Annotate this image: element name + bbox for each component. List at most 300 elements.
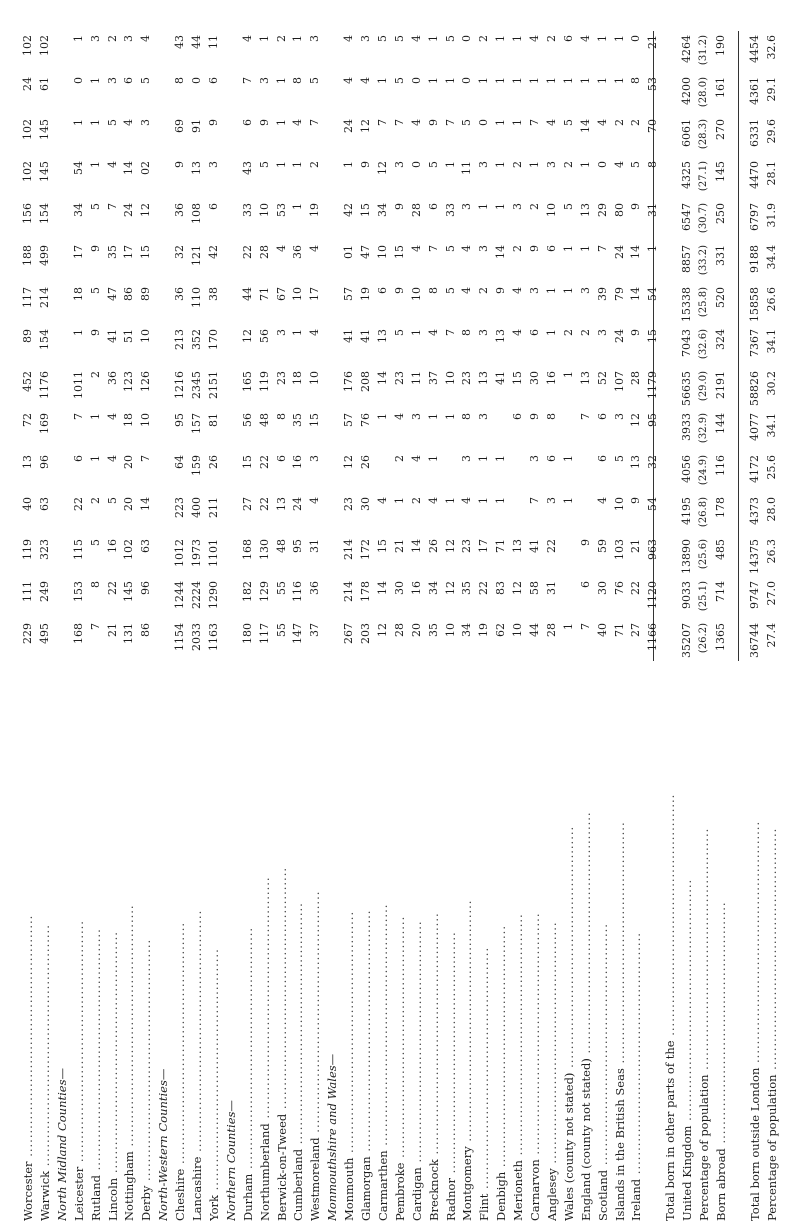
table-cell: 13 (578, 203, 592, 217)
table-cell: 1 (477, 497, 491, 504)
table-cell: 145 (37, 119, 51, 140)
table-cell: 33 (443, 203, 457, 217)
table-cell: 5 (561, 203, 575, 210)
table-cell: 79 (612, 287, 626, 301)
region-label: Nottingham ..... (121, 661, 137, 1221)
table-cell: 323 (37, 539, 51, 560)
table-cell: 1 (274, 161, 288, 168)
table-cell: 23 (274, 371, 288, 385)
table-cell: 147 (291, 623, 305, 644)
table-cell: 121 (190, 245, 203, 266)
table-cell: 4454 (747, 35, 761, 63)
table-cell: 70 (646, 119, 660, 133)
table-cell: 0 (460, 77, 474, 84)
table-cell: 44 (190, 35, 203, 49)
table-cell: 1 (494, 35, 508, 42)
table-cell: 34.1 (764, 329, 778, 354)
table-cell: 4056 (680, 455, 694, 483)
table-cell: 22 (257, 455, 271, 469)
table-cell: 8 (426, 287, 440, 294)
table-row (713, 31, 729, 1221)
table-cell: 154 (37, 329, 51, 350)
table-cell: 11 (460, 161, 474, 175)
table-cell: 24 (291, 497, 305, 511)
table-cell: 520 (713, 287, 727, 308)
table-cell: 3 (257, 77, 271, 84)
table-cell: 3 (612, 413, 626, 420)
table-cell: 7 (392, 119, 406, 126)
table-cell: 41 (342, 329, 356, 343)
table-row (459, 31, 475, 1221)
table-cell: 5 (392, 77, 406, 84)
table-row (426, 31, 442, 1221)
table-cell: 214 (342, 581, 356, 602)
table-cell: 1154 (173, 623, 187, 651)
table-cell: 36 (105, 371, 119, 385)
table-cell: 4 (308, 497, 322, 504)
table-row (290, 31, 306, 1221)
table-cell: 6797 (747, 203, 761, 231)
table-cell: 6 (595, 455, 609, 462)
table-row (544, 31, 560, 1221)
table-cell: 180 (240, 623, 254, 644)
table-row (240, 31, 256, 1221)
table-cell: 4 (359, 77, 372, 84)
table-cell: 37 (308, 623, 322, 637)
table-cell: 5 (443, 35, 457, 42)
table-cell: (27.1) (698, 161, 709, 192)
table-cell: 12 (240, 329, 254, 343)
table-cell: 27.0 (764, 581, 778, 606)
table-cell: 1 (274, 119, 288, 126)
region-label: Cardigan ..... (409, 661, 425, 1221)
table-rule (738, 31, 739, 661)
table-cell: 1 (612, 35, 626, 42)
table-cell: 14 (494, 245, 508, 259)
table-cell: 1 (291, 203, 305, 210)
table-cell: 1 (578, 77, 592, 84)
table-cell: 1011 (71, 371, 85, 399)
table-cell: 2 (511, 161, 525, 168)
table-cell: 4 (409, 455, 423, 462)
table-cell: 1 (578, 245, 592, 252)
table-cell: 211 (206, 497, 220, 518)
table-cell: 69 (173, 119, 187, 133)
table-cell: 9 (206, 119, 220, 126)
table-cell: 76 (612, 581, 626, 595)
table-cell: 208 (359, 371, 372, 392)
table-cell: 4 (595, 497, 609, 504)
table-cell: 4 (240, 35, 254, 42)
table-cell: 3 (139, 119, 153, 126)
table-cell: 02 (139, 161, 153, 175)
region-label: Durham ..... (240, 661, 256, 1221)
table-cell: 172 (359, 539, 372, 560)
table-cell: 130 (257, 539, 271, 560)
table-cell: 2191 (713, 371, 727, 399)
table-cell: 1 (375, 77, 389, 84)
table-cell: 15858 (747, 287, 761, 322)
table-cell: 3 (105, 77, 119, 84)
table-cell: 6 (274, 455, 288, 462)
table-cell: 161 (713, 77, 727, 98)
table-cell: 12 (629, 413, 643, 427)
table-cell: 1163 (206, 623, 220, 651)
table-cell: 86 (139, 623, 153, 637)
table-cell: 67 (274, 287, 288, 301)
table-cell: 15338 (680, 287, 694, 322)
table-cell: 2 (561, 329, 575, 336)
table-cell: 34.4 (764, 245, 778, 270)
table-cell: 1101 (206, 539, 220, 567)
table-cell: 2345 (190, 371, 203, 399)
table-cell: (26.8) (698, 497, 709, 528)
table-cell: 0 (460, 35, 474, 42)
table-cell: 47 (105, 287, 119, 301)
table-cell: 42 (206, 245, 220, 259)
table-cell: 23 (342, 497, 356, 511)
table-cell: 15 (392, 245, 406, 259)
table-cell: 4470 (747, 161, 761, 189)
table-cell: 6 (578, 581, 592, 588)
table-cell: 3 (308, 455, 322, 462)
table-row (764, 31, 780, 1221)
table-cell: 28.1 (764, 161, 778, 186)
table-cell: 18 (122, 413, 136, 427)
table-cell: 4 (342, 77, 356, 84)
table-cell: 14 (629, 287, 643, 301)
table-cell: 7 (308, 119, 322, 126)
table-cell: 33 (240, 203, 254, 217)
table-cell: 18 (291, 371, 305, 385)
table-cell: 2 (629, 119, 643, 126)
table-cell: 153 (71, 581, 85, 602)
table-row (20, 31, 36, 1221)
table-cell: 145 (713, 161, 727, 182)
table-row (105, 31, 121, 1221)
table-cell: 39 (595, 287, 609, 301)
table-cell: 13 (21, 455, 34, 469)
table-cell: 6331 (747, 119, 761, 147)
table-cell: 12 (375, 161, 389, 175)
table-cell: 7 (71, 413, 85, 420)
table-cell: 41 (494, 371, 508, 385)
table-cell: 36 (291, 245, 305, 259)
table-cell: 499 (37, 245, 51, 266)
table-cell: 126 (139, 371, 153, 392)
table-cell: 4 (105, 161, 119, 168)
table-cell: 35207 (680, 623, 694, 658)
table-cell: 6 (544, 455, 558, 462)
table-cell: 213 (173, 329, 187, 350)
table-cell: 4 (460, 497, 474, 504)
table-cell: 1 (544, 329, 558, 336)
table-cell: 5 (88, 203, 102, 210)
table-cell: 36 (308, 581, 322, 595)
table-cell: 4 (544, 119, 558, 126)
table-cell: 17 (71, 245, 85, 259)
table-cell: 32 (646, 455, 660, 469)
table-cell: 131 (122, 623, 136, 644)
table-cell: 5 (88, 287, 102, 294)
table-cell: 1 (426, 35, 440, 42)
table-cell: 6547 (680, 203, 694, 231)
table-cell: (32.6) (698, 329, 709, 360)
table-cell: 5 (88, 539, 102, 546)
table-cell: 4 (409, 119, 423, 126)
table-cell: 145 (37, 161, 51, 182)
table-cell: 4 (392, 413, 406, 420)
table-cell: 331 (713, 245, 727, 266)
table-cell: 28.0 (764, 497, 778, 522)
table-cell: 16 (291, 455, 305, 469)
region-label: Worcester ..... (20, 661, 36, 1221)
table-row (37, 31, 53, 1221)
table-cell: 63 (37, 497, 51, 511)
table-cell: 5 (392, 329, 406, 336)
table-row (527, 31, 543, 1221)
table-cell: 14375 (747, 539, 761, 574)
table-cell: 102 (21, 119, 34, 140)
region-label: Merioneth ..... (510, 661, 526, 1221)
table-cell: 3 (274, 329, 288, 336)
table-cell: 1 (561, 245, 575, 252)
table-cell: 1 (511, 35, 525, 42)
table-cell: 1 (477, 77, 491, 84)
table-cell: 32 (173, 245, 187, 259)
table-cell: 1 (392, 497, 406, 504)
table-cell: 9 (629, 497, 643, 504)
table-cell: 4 (511, 287, 525, 294)
region-group-heading: Northern Counties— (223, 1100, 238, 1221)
table-cell: 29.6 (764, 119, 778, 144)
table-cell: 7 (578, 413, 592, 420)
table-cell: 1 (291, 35, 305, 42)
table-cell: 3 (544, 161, 558, 168)
table-cell: 1 (494, 497, 508, 504)
table-cell: 6 (544, 245, 558, 252)
table-cell: 44 (528, 623, 541, 637)
table-cell: 16 (544, 371, 558, 385)
table-row (206, 31, 222, 1221)
table-cell: 20 (122, 497, 136, 511)
table-cell: 15 (375, 539, 389, 553)
table-cell: 6 (426, 203, 440, 210)
table-cell: 36 (173, 203, 187, 217)
table-cell: 9 (257, 119, 271, 126)
table-cell: 4 (274, 245, 288, 252)
table-cell: 28 (392, 623, 406, 637)
table-cell: 1 (561, 497, 575, 504)
table-cell: 24 (122, 203, 136, 217)
table-cell: 1 (561, 287, 575, 294)
birthplace-table (0, 31, 800, 1221)
table-row (510, 31, 526, 1221)
table-cell: 71 (257, 287, 271, 301)
table-cell: 5 (308, 77, 322, 84)
table-cell: 1 (426, 455, 440, 462)
table-cell: 41 (528, 539, 541, 553)
table-cell: 3 (511, 203, 525, 210)
table-cell: 71 (612, 623, 626, 637)
table-cell: 61 (37, 77, 51, 91)
table-cell: 0 (595, 161, 609, 168)
table-cell: (30.7) (698, 203, 709, 234)
table-cell: 53 (646, 77, 660, 91)
table-cell: 10 (443, 371, 457, 385)
table-cell: 22 (477, 581, 491, 595)
table-cell: 102 (21, 35, 34, 56)
table-cell: 3 (477, 245, 491, 252)
table-cell: 1 (443, 161, 457, 168)
table-cell: 13 (190, 161, 203, 175)
table-cell: 14 (375, 581, 389, 595)
table-cell: 1290 (206, 581, 220, 609)
table-cell: 21 (629, 539, 643, 553)
table-cell: 22 (240, 245, 254, 259)
table-cell: 170 (206, 329, 220, 350)
table-cell: 17 (122, 245, 136, 259)
table-cell: 6 (595, 413, 609, 420)
table-cell: 64 (173, 455, 187, 469)
table-cell: 31.9 (764, 203, 778, 228)
table-cell: 1 (494, 203, 508, 210)
table-cell: 10 (409, 287, 423, 301)
table-cell: 1 (494, 455, 508, 462)
table-cell: 7 (528, 119, 541, 126)
region-label: Lancashire ..... (189, 661, 205, 1221)
table-cell: 15 (308, 413, 322, 427)
table-cell: 2 (88, 371, 102, 378)
table-cell: 10 (511, 623, 525, 637)
table-cell: 116 (291, 581, 305, 602)
table-cell: 3 (528, 455, 541, 462)
table-cell: 14 (409, 539, 423, 553)
table-cell: 1 (71, 35, 85, 42)
table-cell: 1 (291, 161, 305, 168)
table-cell: 35 (460, 581, 474, 595)
table-row (71, 31, 87, 1221)
table-cell: 9 (528, 245, 541, 252)
table-cell: 3 (392, 161, 406, 168)
table-cell: 9747 (747, 581, 761, 609)
table-cell: 7367 (747, 329, 761, 357)
table-cell: 91 (190, 119, 203, 133)
table-cell: 267 (342, 623, 356, 644)
table-cell: 2 (274, 35, 288, 42)
table-cell: 4 (460, 245, 474, 252)
table-cell: 6 (528, 329, 541, 336)
table-cell: 5 (460, 119, 474, 126)
table-cell: 40 (595, 623, 609, 637)
table-cell: 1179 (646, 371, 660, 399)
table-row (612, 31, 628, 1221)
table-cell: 10 (257, 203, 271, 217)
table-cell: 116 (713, 455, 727, 476)
table-cell: 3 (122, 35, 136, 42)
region-label: Percentage of population ..... (764, 661, 780, 1221)
table-cell: 9 (629, 203, 643, 210)
table-cell: 4 (342, 35, 356, 42)
table-cell: 43 (173, 35, 187, 49)
table-row (88, 31, 104, 1221)
table-cell: 8 (173, 77, 187, 84)
table-cell: 9 (392, 203, 406, 210)
region-label: Northumberland ..... (257, 661, 273, 1221)
table-row (645, 31, 661, 1221)
table-cell: 4 (139, 35, 153, 42)
table-cell: 12 (375, 623, 389, 637)
table-cell: 1 (342, 161, 356, 168)
table-cell: 2 (544, 35, 558, 42)
table-cell: 5 (561, 119, 575, 126)
table-cell: (32.9) (698, 413, 709, 444)
table-cell: 41 (359, 329, 372, 343)
table-row (409, 31, 425, 1221)
table-cell: 31 (544, 581, 558, 595)
table-cell: 23 (460, 371, 474, 385)
table-cell: 14 (578, 119, 592, 133)
table-cell: 1 (291, 329, 305, 336)
region-label: Born abroad ..... (713, 661, 729, 1221)
table-cell: 36 (173, 287, 187, 301)
table-cell: 495 (37, 623, 51, 644)
table-cell: 55 (274, 581, 288, 595)
table-cell: 7 (528, 497, 541, 504)
table-cell: 25.6 (764, 455, 778, 480)
table-cell: 7 (595, 245, 609, 252)
table-cell: 13 (274, 497, 288, 511)
table-cell: 15 (646, 329, 660, 343)
table-row (476, 31, 492, 1221)
table-cell: 4361 (747, 77, 761, 105)
table-cell: 4 (511, 329, 525, 336)
table-cell: 1 (612, 77, 626, 84)
table-cell: 27 (629, 623, 643, 637)
table-cell: 48 (257, 413, 271, 427)
table-cell: 4172 (747, 455, 761, 483)
table-cell: 86 (122, 287, 136, 301)
table-cell: 31 (646, 203, 660, 217)
table-cell: 12 (443, 539, 457, 553)
table-cell: 76 (359, 413, 372, 427)
table-cell: 4 (409, 245, 423, 252)
table-cell: 21 (392, 539, 406, 553)
table-cell: 26 (426, 539, 440, 553)
table-row (324, 31, 340, 1221)
table-cell: 37 (426, 371, 440, 385)
table-cell: 29 (595, 203, 609, 217)
table-cell: 1 (561, 455, 575, 462)
table-cell: 10 (443, 623, 457, 637)
region-label: Cheshire ..... (172, 661, 188, 1221)
table-cell: 83 (494, 581, 508, 595)
table-cell: 9 (578, 539, 592, 546)
table-cell: 34 (426, 581, 440, 595)
table-cell: 14 (139, 497, 153, 511)
table-cell: 53 (274, 203, 288, 217)
region-label: United Kingdom ..... (679, 661, 695, 1221)
table-cell: 1 (443, 413, 457, 420)
table-cell: 56 (240, 413, 254, 427)
table-cell: 81 (206, 413, 220, 427)
table-cell: 1 (88, 77, 102, 84)
table-cell: 5 (375, 35, 389, 42)
table-cell: 35 (291, 413, 305, 427)
table-cell: 714 (713, 581, 727, 602)
table-cell: 43 (240, 161, 254, 175)
table-cell: 188 (21, 245, 34, 266)
